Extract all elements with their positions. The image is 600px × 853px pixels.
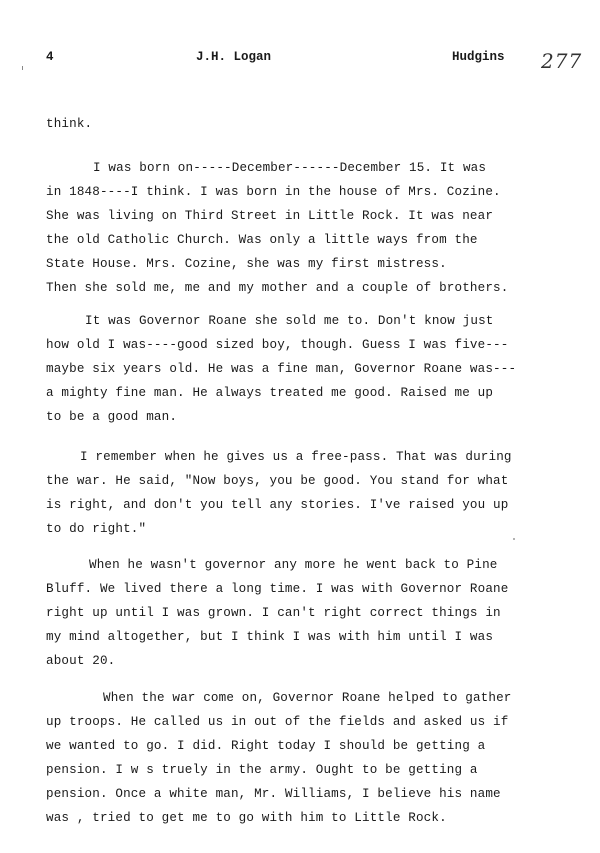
text-line: was , tried to get me to go with him to Little Rock. (46, 811, 447, 825)
text-line: It was Governor Roane she sold me to. Don't know just (85, 314, 494, 328)
text-line: how old I was----good sized boy, though. Guess I was five--- (46, 338, 509, 352)
text-line: a mighty fine man. He always treated me good. Raised me up (46, 386, 494, 400)
text-line: She was living on Third Street in Little Rock. It was near (46, 209, 494, 223)
paper-speck (513, 538, 515, 540)
interviewer-name: J.H. Logan (196, 50, 272, 64)
text-line: Then she sold me, me and my mother and a couple of brothers. (46, 281, 509, 295)
text-line: is right, and don't you tell any stories. I've raised you up (46, 498, 509, 512)
text-line: about 20. (46, 654, 116, 668)
text-line: Bluff. We lived there a long time. I was with Governor Roane (46, 582, 509, 596)
informant-name: Hudgins (452, 50, 505, 64)
text-line: When he wasn't governor any more he went back to Pine (89, 558, 498, 572)
text-line: I was born on-----December------December 15. It was (93, 161, 487, 175)
text-line: State House. Mrs. Cozine, she was my first mistress. (46, 257, 447, 271)
text-line: When the war come on, Governor Roane helped to gather (103, 691, 512, 705)
text-line: pension. I w s truely in the army. Ought to be getting a (46, 763, 478, 777)
text-line: pension. Once a white man, Mr. Williams, I believe his name (46, 787, 501, 801)
text-line: I remember when he gives us a free-pass. That was during (80, 450, 512, 464)
text-line: we wanted to go. I did. Right today I should be getting a (46, 739, 486, 753)
text-line: to do right." (46, 522, 147, 536)
text-line: in 1848----I think. I was born in the house of Mrs. Cozine. (46, 185, 501, 199)
text-line: the war. He said, "Now boys, you be good. You stand for what (46, 474, 509, 488)
page-number: 4 (46, 50, 54, 64)
text-line: think. (46, 117, 93, 131)
margin-tick (22, 66, 23, 70)
archive-number: 277 (541, 49, 583, 73)
text-line: maybe six years old. He was a fine man, Governor Roane was--- (46, 362, 517, 376)
text-line: up troops. He called us in out of the fields and asked us if (46, 715, 509, 729)
text-line: the old Catholic Church. Was only a little ways from the (46, 233, 478, 247)
text-line: right up until I was grown. I can't right correct things in (46, 606, 501, 620)
text-line: my mind altogether, but I think I was with him until I was (46, 630, 494, 644)
text-line: to be a good man. (46, 410, 178, 424)
